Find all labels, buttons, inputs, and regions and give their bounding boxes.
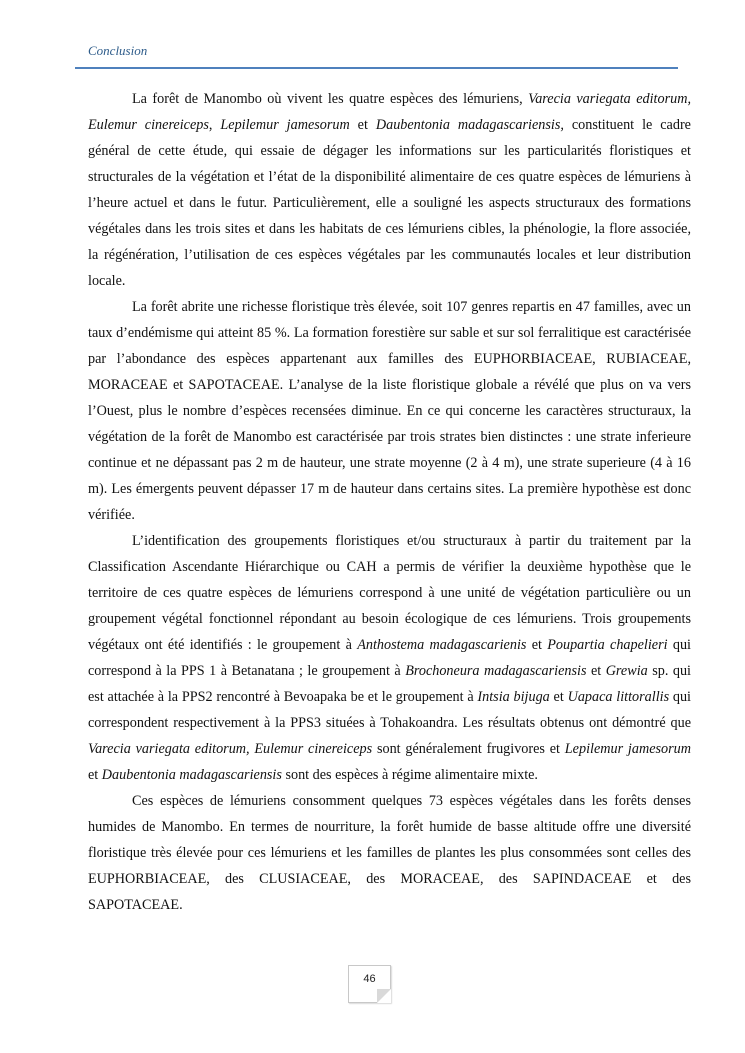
page-number: 46 xyxy=(348,965,391,1003)
italic-species-name: Uapaca littorallis xyxy=(567,689,670,705)
text-run: sont des espèces à régime alimentaire mixte. xyxy=(281,767,538,783)
text-run: et xyxy=(586,663,606,679)
running-header: Conclusion xyxy=(88,43,148,58)
italic-species-name: Anthostema madagascarienis xyxy=(357,637,527,653)
text-run: qui correspondent respectivement à la PPS3 situées à Tohakoandra. Les résultats obtenus ont démontré que xyxy=(88,689,691,731)
text-run: , xyxy=(208,117,221,133)
paragraph xyxy=(88,86,691,294)
text-run: et xyxy=(549,689,568,705)
text-run: L’identification des groupements floristiques et/ou structuraux à partir du traitement par la Classification Ascendante Hiérarchique ou CAH a permis de vérifier la deuxième hypothèse que le territoire de ces quatre espèces de lémuriens correspond à une unité de végétation particulière ou un groupement végétal fonctionnel répondant au besoin écologique de ces lémuriens. Trois groupements végétaux ont été identifiés : le groupement à xyxy=(88,533,691,653)
text-run: qui correspond à la PPS 1 à Betanatana ; le groupement à xyxy=(88,637,691,679)
italic-species-name: Lepilemur jamesorum xyxy=(564,741,691,757)
text-run: et xyxy=(526,637,548,653)
paragraph xyxy=(88,294,691,528)
text-run: et xyxy=(349,117,376,133)
text-run: constituent le cadre général de cette étude, qui essaie de dégager les informations sur les particularités floristiques et structurales de la végétation et l’état de la disponibilité alimentaire de ces quatre espèces de lémuriens à l’heure actuel et dans le futur. Particulièrement, elle a souligné les aspects structuraux des formations végétales dans les trois sites et dans les habitats de ces lémuriens cibles, la phénologie, la flore associée, la régénération, l’utilisation de ces espèces végétales par les communautés locales et leur distribution locale. xyxy=(88,117,691,289)
text-run: La forêt abrite une richesse floristique très élevée, soit 107 genres repartis en 47 familles, avec un taux d’endémisme qui atteint 85 %. La formation forestière sur sable et sur sol ferralitique est caractérisée par l’abondance des espèces appartenant aux familles des EUPHORBIACEAE, RUBIACEAE, MORACEAE et SAPOTACEAE. L’analyse de la liste floristique globale a révélé que plus on va vers l’Ouest, plus le nombre d’espèces recensées diminue. En ce qui concerne les caractères structuraux, la végétation de la forêt de Manombo est caractérisée par trois strates bien distinctes : une strate inferieure continue et ne dépassant pas 2 m de hauteur, une strate moyenne (2 à 4 m), une strate superieure (4 à 16 m). Les émergents peuvent dépasser 17 m de hauteur dans certains sites. La première hypothèse est donc vérifiée. xyxy=(88,299,691,523)
text-run: et xyxy=(88,767,102,783)
text-run: Ces espèces de lémuriens consomment quelques 73 espèces végétales dans les forêts denses humides de Manombo. En termes de nourriture, la forêt humide de basse altitude offre une diversité floristique très élevée pour ces lémuriens et les familles de plantes les plus consommées sont celles des EUPHORBIACEAE, des CLUSIACEAE, des MORACEAE, des SAPINDACEAE et des SAPOTACEAE. xyxy=(88,793,691,913)
italic-species-name: Grewia xyxy=(605,663,648,679)
italic-species-name: Varecia variegata editorum, Eulemur cinereiceps xyxy=(88,741,373,757)
header-divider xyxy=(75,67,678,69)
italic-species-name: Varecia variegata editorum, Eulemur cinereiceps xyxy=(88,91,691,133)
text-run: sont généralement frugivores et xyxy=(372,741,565,757)
italic-species-name: Brochoneura madagascariensis xyxy=(405,663,587,679)
paragraph xyxy=(88,788,691,918)
italic-species-name: Daubentonia madagascariensis, xyxy=(375,117,564,133)
body-text xyxy=(88,86,691,918)
italic-species-name: Lepilemur jamesorum xyxy=(220,117,350,133)
paragraph xyxy=(88,528,691,788)
text-run: La forêt de Manombo où vivent les quatre espèces des lémuriens, xyxy=(132,91,529,107)
italic-species-name: Poupartia chapelieri xyxy=(547,637,668,653)
italic-species-name: Daubentonia madagascariensis xyxy=(101,767,282,783)
italic-species-name: Intsia bijuga xyxy=(477,689,550,705)
text-run: sp. qui est attachée à la PPS2 rencontré à Bevoapaka be et le groupement à xyxy=(88,663,691,705)
